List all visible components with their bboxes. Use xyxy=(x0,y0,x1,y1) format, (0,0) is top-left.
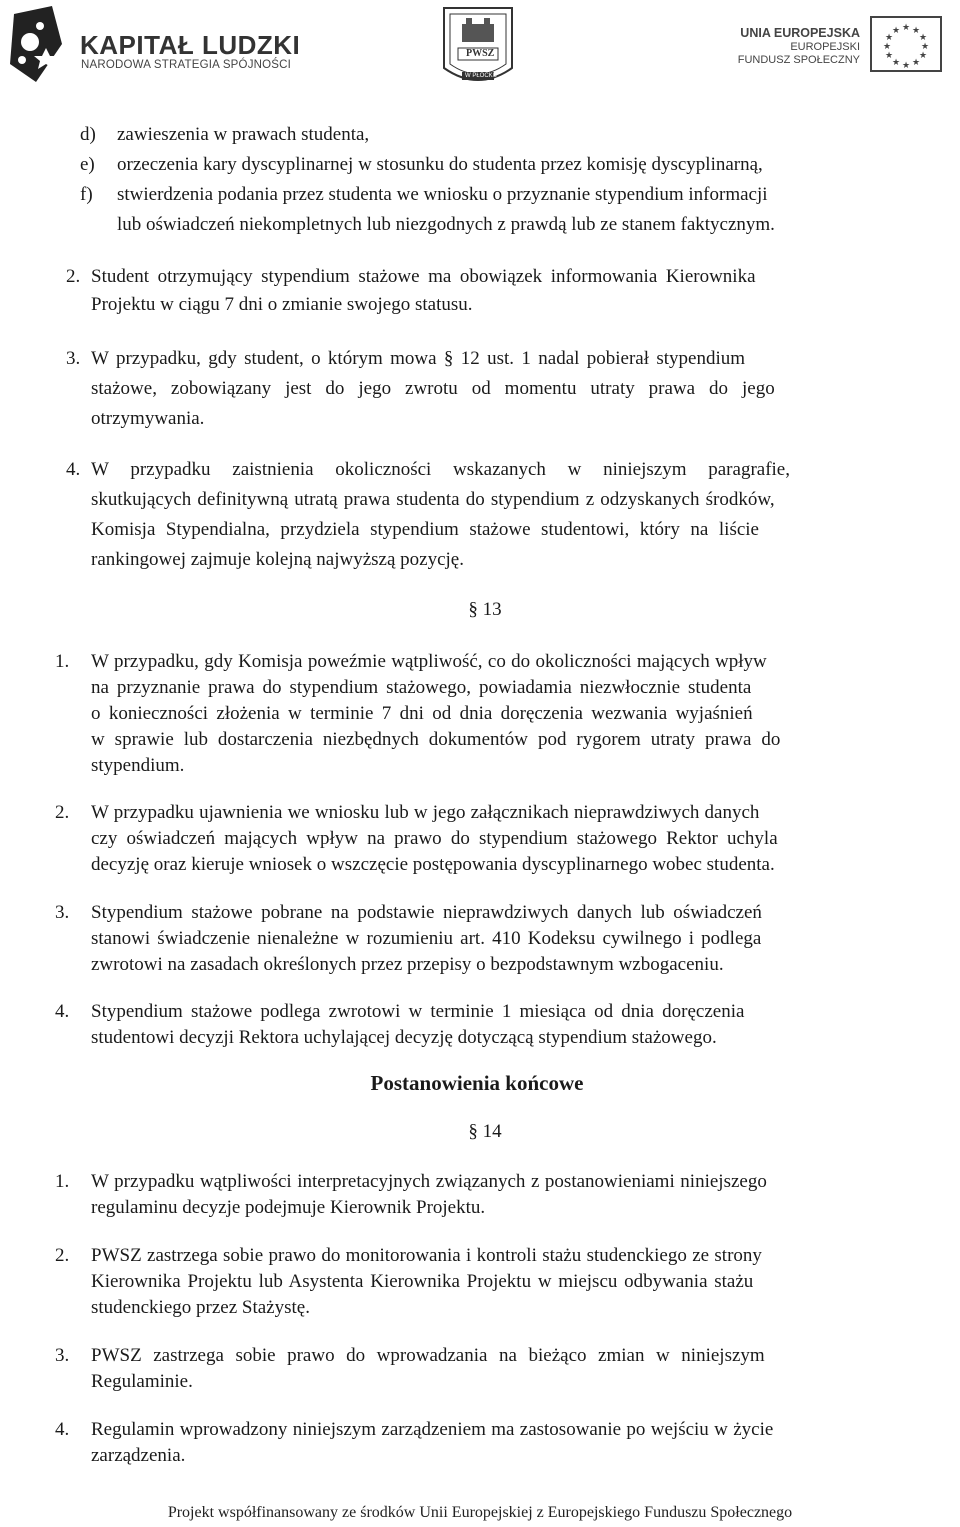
svg-text:★: ★ xyxy=(901,61,911,70)
point-line: rankingowej zajmuje kolejną najwyższą pozycję. xyxy=(91,549,464,570)
point-number: 3. xyxy=(55,902,70,923)
item-label: d) xyxy=(80,124,96,145)
page-header xyxy=(0,0,960,100)
point-line: Regulaminie. xyxy=(91,1371,193,1392)
point-line: o konieczności złożenia w terminie 7 dni od dnia doręczenia wezwania wyjaśnień xyxy=(91,703,753,724)
item-text: zawieszenia w prawach studenta, xyxy=(117,124,370,145)
point-line: Projektu w ciągu 7 dni o zmianie swojego statusu. xyxy=(91,294,473,315)
section-14-marker: § 14 xyxy=(468,1121,502,1142)
svg-text:★: ★ xyxy=(891,58,901,68)
point-line: W przypadku wątpliwości interpretacyjnych związanych z postanowieniami niniejszego xyxy=(91,1171,767,1192)
section-13-marker: § 13 xyxy=(468,599,502,620)
point-number: 3. xyxy=(66,348,81,369)
svg-text:★: ★ xyxy=(884,51,894,61)
point-line: czy oświadczeń mających wpływ na prawo do stypendium stażowego Rektor uchyla xyxy=(91,828,778,849)
kapital-ludzki-subtitle: NARODOWA STRATEGIA SPÓJNOŚCI xyxy=(81,59,292,71)
svg-text:★: ★ xyxy=(911,58,921,68)
point-line: stypendium. xyxy=(91,755,185,776)
point-line: zarządzenia. xyxy=(91,1445,186,1466)
point-number: 4. xyxy=(55,1419,70,1440)
point-number: 3. xyxy=(55,1345,70,1366)
point-line: otrzymywania. xyxy=(91,408,205,429)
item-text: orzeczenia kary dyscyplinarnej w stosunku do studenta przez komisję dyscyplinarną, xyxy=(117,154,763,175)
point-line: Stypendium stażowe pobrane na podstawie nieprawdziwych danych lub oświadczeń xyxy=(91,902,762,923)
eu-flag-icon xyxy=(870,16,942,72)
point-number: 1. xyxy=(55,1171,70,1192)
point-line: W przypadku, gdy student, o którym mowa § 12 ust. 1 nadal pobierał stypendium xyxy=(91,348,746,369)
point-line: decyzję oraz kieruje wniosek o wszczęcie postępowania dyscyplinarnego wobec studenta. xyxy=(91,854,775,875)
point-line: zwrotowi na zasadach określonych przez przepisy o bezpodstawnym wzbogaceniu. xyxy=(91,954,724,975)
point-line: na przyznanie prawa do stypendium stażowego, powiadamia niezwłocznie studenta xyxy=(91,677,752,698)
pwsz-logo xyxy=(440,2,516,92)
point-number: 2. xyxy=(66,266,81,287)
svg-text:★: ★ xyxy=(911,26,921,36)
point-line: W przypadku zaistnienia okoliczności wskazanych w niniejszym paragrafie, xyxy=(91,459,790,480)
item-text-line: stwierdzenia podania przez studenta we wniosku o przyznanie stypendium informacji xyxy=(117,184,768,205)
point-line: stażowe, zobowiązany jest do jego zwrotu od momentu utraty prawa do jego xyxy=(91,378,775,399)
point-line: PWSZ zastrzega sobie prawo do wprowadzania na bieżąco zmian w niniejszym xyxy=(91,1345,765,1366)
svg-text:★: ★ xyxy=(891,26,901,36)
point-number: 4. xyxy=(55,1001,70,1022)
item-label: e) xyxy=(80,154,95,175)
ue-efs-logo xyxy=(737,10,950,80)
ue-line-2: EUROPEJSKI xyxy=(790,41,860,53)
point-number: 1. xyxy=(55,651,70,672)
kapital-ludzki-logo xyxy=(6,4,301,84)
point-line: skutkujących definitywną utratą prawa studenta do stypendium z odzyskanych środków, xyxy=(91,489,775,510)
point-line: studenckiego przez Stażystę. xyxy=(91,1297,310,1318)
point-line: PWSZ zastrzega sobie prawo do monitorowania i kontroli stażu studenckiego ze strony xyxy=(91,1245,762,1266)
kapital-ludzki-title: KAPITAŁ LUDZKI xyxy=(80,30,301,60)
ue-line-3: FUNDUSZ SPOŁECZNY xyxy=(737,54,860,66)
svg-text:★: ★ xyxy=(901,23,911,33)
point-line: Regulamin wprowadzony niniejszym zarządzeniem ma zastosowanie po wejściu w życie xyxy=(91,1419,774,1440)
point-line: regulaminu decyzje podejmuje Kierownik Projektu. xyxy=(91,1197,486,1218)
pwsz-mark: PWSZ xyxy=(466,48,495,59)
point-line: w sprawie lub dostarczenia niezbędnych dokumentów pod rygorem utraty prawa do xyxy=(91,729,781,750)
point-line: Student otrzymujący stypendium stażowe ma obowiązek informowania Kierownika xyxy=(91,266,756,287)
point-line: Stypendium stażowe podlega zwrotowi w terminie 1 miesiąca od dnia doręczenia xyxy=(91,1001,745,1022)
svg-text:★: ★ xyxy=(918,33,928,43)
kapital-ludzki-emblem-icon xyxy=(6,4,76,84)
svg-text:★: ★ xyxy=(918,51,928,61)
item-text-line: lub oświadczeń niekompletnych lub niezgodnych z prawdą lub ze stanem faktycznym. xyxy=(117,214,775,235)
point-number: 4. xyxy=(66,459,81,480)
point-number: 2. xyxy=(55,1245,70,1266)
point-line: Komisja Stypendialna, przydziela stypendium stażowe studentowi, który na liście xyxy=(91,519,759,540)
item-label: f) xyxy=(80,184,93,205)
svg-text:★: ★ xyxy=(882,42,892,52)
point-line: W przypadku, gdy Komisja poweźmie wątpliwość, co do okoliczności mających wpływ xyxy=(91,651,767,672)
point-line: studentowi decyzji Rektora uchylającej decyzję dotyczącą stypendium stażowego. xyxy=(91,1027,717,1048)
svg-text:★: ★ xyxy=(920,42,930,52)
page-footer: Projekt współfinansowany ze środków Unii Europejskiej z Europejskiego Funduszu Społecznego xyxy=(167,1504,793,1521)
svg-text:★: ★ xyxy=(884,33,894,43)
ue-line-1: UNIA EUROPEJSKA xyxy=(740,26,860,40)
point-line: stanowi świadczenie nienależne w rozumieniu art. 410 Kodeksu cywilnego i podlega xyxy=(91,928,762,949)
point-line: W przypadku ujawnienia we wniosku lub w jego załącznikach nieprawdziwych danych xyxy=(91,802,760,823)
point-number: 2. xyxy=(55,802,70,823)
pwsz-city: W PŁOCKU xyxy=(465,73,498,79)
point-line: Kierownika Projektu lub Asystenta Kierownika Projektu w miejscu odbywania stażu xyxy=(91,1271,754,1292)
section-heading-final-provisions: Postanowienia końcowe xyxy=(370,1071,584,1095)
